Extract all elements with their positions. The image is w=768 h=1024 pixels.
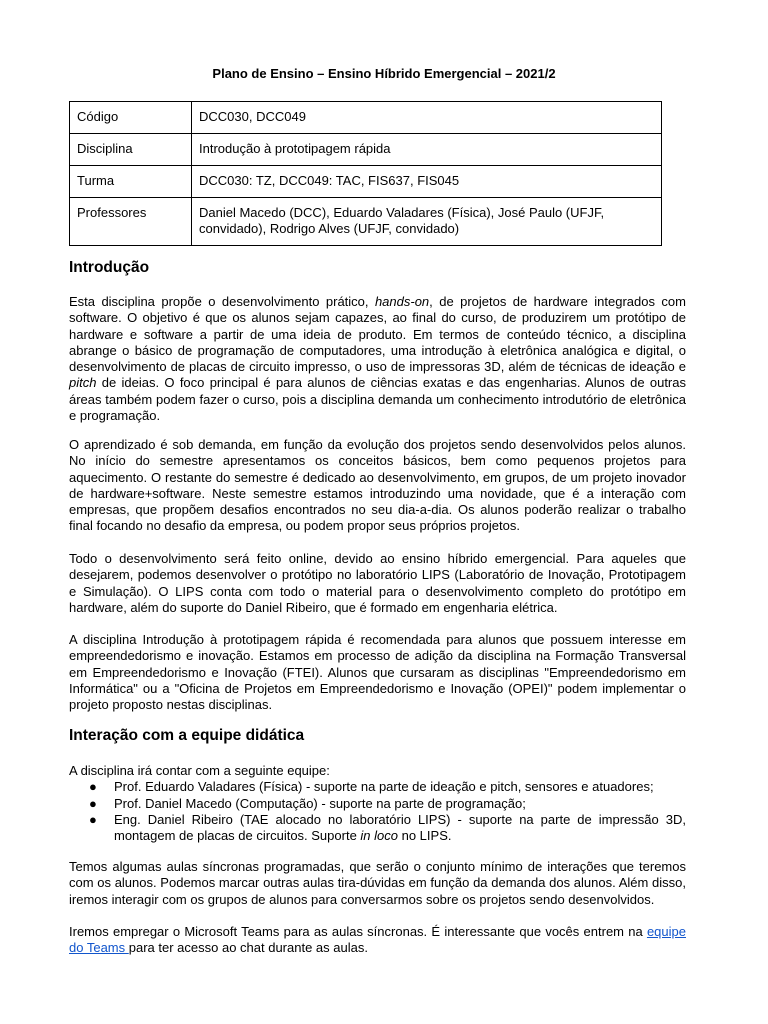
teams-paragraph (69, 924, 686, 957)
bullet-icon: ● (89, 779, 97, 795)
table-row (70, 198, 662, 246)
intro-paragraph-3: Todo o desenvolvimento será feito online, devido ao ensino híbrido emergencial. Para aqueles que desejarem, podemos desenvolver o protótipo no laboratório LIPS (Laboratório de Inovação, Prototipagem e Simulação). O LIPS conta com todo o material para o desenvolvimento completo do protótipo em hardware, além do suporte do Daniel Ribeiro, que é formado em engenharia elétrica. (69, 551, 686, 615)
bullet-icon: ● (89, 811, 97, 827)
emphasis-hands-on: hands-on (374, 294, 430, 309)
text-run: Esta disciplina propõe o desenvolvimento prático, (69, 294, 375, 309)
row-key-codigo: Código (70, 102, 192, 134)
list-item (69, 779, 686, 795)
page-title: Plano de Ensino – Ensino Híbrido Emergencial – 2021/2 (212, 66, 556, 81)
intro-paragraph-1 (69, 294, 686, 424)
list-item (69, 812, 686, 845)
table-row (70, 166, 662, 198)
row-value-turma: DCC030: TZ, DCC049: TAC, FIS637, FIS045 (192, 166, 662, 198)
course-info-table (69, 101, 662, 246)
teams-link[interactable]: equipe do Teams (69, 924, 686, 956)
text-run: no LIPS. (398, 828, 452, 844)
row-value-codigo: DCC030, DCC049 (192, 102, 662, 134)
text-run: , de projetos de hardware integrados com software. O objetivo é que os alunos sejam capazes, ao final do curso, de produzirem um protótipo de hardware e software a partir de uma ideia de produto. Em termos de conteúdo técnico, a disciplina abrange o básico de programação de computadores, uma introdução à eletrônica analógica e digital, o desenvolvimento de placas de circuito impresso, o uso de impressoras 3D, além de técnicas de ideação e (69, 294, 686, 375)
row-value-disciplina: Introdução à prototipagem rápida (192, 134, 662, 166)
text-run: para ter acesso ao chat durante as aulas. (128, 940, 368, 956)
intro-paragraph-4: A disciplina Introdução à prototipagem rápida é recomendada para alunos que possuem interesse em empreendedorismo e inovação. Estamos em processo de adição da disciplina na Formação Transversal em Empreendedorismo e Inovação (FTEI). Alunos que cursaram as disciplinas "Empreendedorismo em Informática" ou a "Oficina de Projetos em Empreendedorismo e Inovação (OPEI)" podem implementar o projeto proposto nestas disciplinas. (69, 632, 686, 713)
row-key-disciplina: Disciplina (70, 134, 192, 166)
section-heading-interacao: Interação com a equipe didática (69, 727, 305, 744)
bullet-icon: ● (89, 795, 97, 811)
table-row (70, 134, 662, 166)
emphasis-pitch: pitch (69, 375, 97, 391)
text-run: de ideias. O foco principal é para alunos de ciências exatas e das engenharias. Alunos de outras áreas também podem fazer o curso, pois a disciplina demanda um conhecimento introdutório de eletrônica e programação. (69, 375, 686, 424)
text-run: Eng. Daniel Ribeiro (TAE alocado no laboratório LIPS) - suporte na parte de impressão 3D, montagem de placas de circuitos. Suporte (114, 811, 686, 844)
emphasis-in-loco: in loco (360, 828, 398, 844)
text-run: Iremos empregar o Microsoft Teams para as aulas síncronas. É interessante que vocês entrem na (69, 924, 647, 939)
list-item (69, 796, 686, 812)
row-key-professores: Professores (70, 198, 192, 246)
team-list (69, 779, 686, 844)
row-key-turma: Turma (70, 166, 192, 198)
list-item-text: Prof. Daniel Macedo (Computação) - suporte na parte de programação; (114, 795, 526, 811)
list-item-text: Prof. Eduardo Valadares (Física) - suporte na parte de ideação e pitch, sensores e atuadores; (114, 779, 654, 795)
table-row (70, 102, 662, 134)
row-value-professores: Daniel Macedo (DCC), Eduardo Valadares (Física), José Paulo (UFJF, convidado), Rodrigo Alves (UFJF, convidado) (192, 198, 662, 246)
team-lead-text: A disciplina irá contar com a seguinte equipe: (69, 763, 330, 778)
sync-classes-paragraph: Temos algumas aulas síncronas programadas, que serão o conjunto mínimo de interações que teremos com os alunos. Podemos marcar outras aulas tira-dúvidas em função da demanda dos alunos. Além disso, iremos interagir com os grupos de alunos para conversarmos sobre os projetos sendo desenvolvidos. (69, 859, 686, 907)
section-heading-introducao: Introdução (69, 259, 150, 276)
intro-paragraph-2: O aprendizado é sob demanda, em função da evolução dos projetos sendo desenvolvidos pelos alunos. No início do semestre apresentamos os conceitos básicos, bem como pequenos projetos para aquecimento. O restante do semestre é dedicado ao desenvolvimento, em grupos, de um projeto inovador de hardware+software. Neste semestre estamos introduzindo uma novidade, que é a interação com empresas, que propõem desafios encontrados no seu dia-a-dia. Os alunos poderão realizar o trabalho final focando no desafio da empresa, ou podem propor seus próprios projetos. (69, 437, 686, 534)
team-section (69, 763, 686, 844)
